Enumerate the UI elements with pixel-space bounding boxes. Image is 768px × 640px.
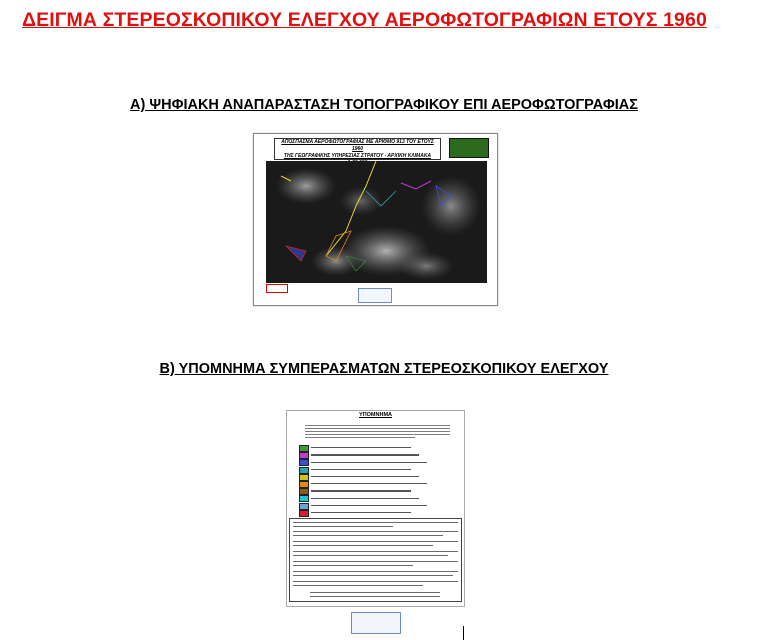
legend-text-line [305, 434, 450, 435]
photo-stamp [358, 288, 392, 303]
legend-swatch [299, 467, 309, 474]
legend-row [299, 445, 459, 451]
legend-row [299, 503, 459, 509]
legend-row [299, 495, 459, 501]
legend-row-text [311, 498, 419, 499]
legend-swatch [299, 488, 309, 495]
legend-swatch [299, 495, 309, 502]
legend-row [299, 481, 459, 487]
legend-row-text [311, 447, 411, 448]
page-title: ΔΕΙΓΜΑ ΣΤΕΡΕΟΣΚΟΠΙΚΟΥ ΕΛΕΓΧΟΥ ΑΕΡΟΦΩΤΟΓΡΑΦΙΩΝ ΕΤΟΥΣ 1960 [22, 9, 707, 31]
legend-row-text [311, 469, 411, 470]
photo-legend-box [449, 138, 489, 158]
photo-header-line1: ΑΠΟΣΠΑΣΜΑ ΑΕΡΟΦΩΤΟΓΡΑΦΙΑΣ ΜΕ ΑΡΙΘΜΟ 913 ΤΟΥ ΕΤΟΥΣ 1960 [281, 139, 434, 152]
legend-swatch [299, 503, 309, 510]
legend-swatch [299, 445, 309, 452]
legend-row-text [311, 505, 427, 506]
legend-row-text [311, 512, 411, 513]
legend-row-text [311, 454, 419, 455]
aerial-photo-image [266, 161, 487, 283]
legend-swatch [299, 481, 309, 488]
legend-text-line [305, 425, 450, 426]
photo-scale-label [266, 284, 288, 293]
section-b-title: Β) ΥΠΟΜΝΗΜΑ ΣΥΜΠΕΡΑΣΜΑΤΩΝ ΣΤΕΡΕΟΣΚΟΠΙΚΟΥ ΕΛΕΓΧΟΥ [159, 361, 609, 377]
aerial-photo-svg [266, 161, 487, 283]
legend-text-line [305, 437, 415, 438]
legend-swatch [299, 452, 309, 459]
legend-document [286, 410, 465, 607]
legend-row-text [311, 490, 411, 491]
photo-header-line2: ΤΗΣ ΓΕΩΓΡΑΦΙΚΗΣ ΥΠΗΡΕΣΙΑΣ ΣΤΡΑΤΟΥ - ΑΡΧΙΚΗ ΚΛΙΜΑΚΑ [283, 153, 432, 159]
legend-row [299, 452, 459, 458]
legend-stamp [351, 612, 401, 634]
section-a-title: Α) ΨΗΦΙΑΚΗ ΑΝΑΠΑΡΑΣΤΑΣΗ ΤΟΠΟΓΡΑΦΙΚΟΥ ΕΠΙ ΑΕΡΟΦΩΤΟΓΡΑΦΙΑΣ [130, 97, 638, 113]
legend-row [299, 488, 459, 494]
legend-heading: ΥΠΟΜΝΗΜΑ [359, 412, 392, 418]
legend-notes-box [289, 518, 462, 602]
legend-row-text [311, 462, 427, 463]
photo-header [274, 138, 441, 160]
aerial-photo-figure [253, 133, 498, 306]
legend-swatch [299, 474, 309, 481]
legend-row-text [311, 483, 427, 484]
legend-row [299, 467, 459, 473]
text-cursor [463, 626, 464, 640]
legend-row [299, 474, 459, 480]
legend-swatch [299, 459, 309, 466]
legend-row [299, 510, 459, 516]
legend-swatch [299, 510, 309, 517]
legend-text-line [305, 428, 450, 429]
legend-text-line [305, 431, 450, 432]
legend-row [299, 459, 459, 465]
legend-row-text [311, 476, 419, 477]
